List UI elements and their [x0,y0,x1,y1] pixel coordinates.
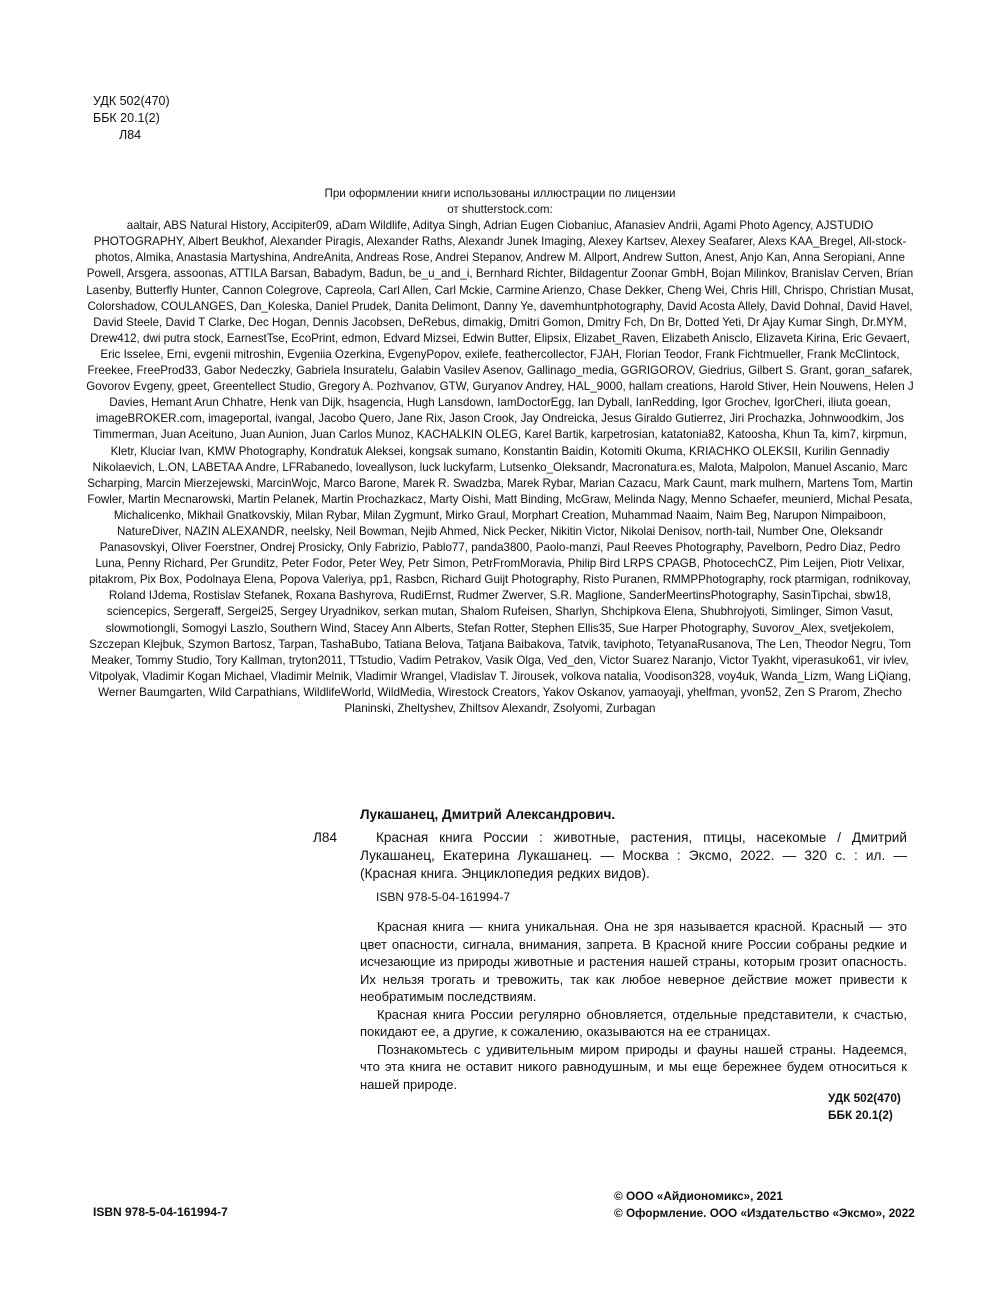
classification-codes-bottom [828,1090,901,1124]
bbk-code: ББК 20.1(2) [93,111,160,125]
entry-author-mark: Л84 [313,830,338,845]
abstract-paragraph: Красная книга — книга уникальная. Она не зря называется красной. Красный — это цвет опасности, сигнала, внимания, запрета. В Красной книге России собраны редкие и исчезающие из природы животные и растения нашей страны, которым грозит опасность. Их нельзя трогать и тревожить, так как любое неверное действие может привести к необратимым последствиям. [360,919,907,1004]
bbk-code-bottom: ББК 20.1(2) [828,1108,893,1122]
isbn-footer: ISBN 978-5-04-161994-7 [93,1205,228,1219]
credits-intro-line2: от shutterstock.com: [447,203,553,217]
bibliographic-entry [313,829,907,883]
entry-isbn: ISBN 978-5-04-161994-7 [376,890,511,904]
copyright-line-1: © ООО «Айдиономикс», 2021 [614,1189,783,1203]
udk-code-bottom: УДК 502(470) [828,1091,901,1105]
abstract [360,918,907,1093]
classification-codes-top [93,93,170,144]
copyright-line-2: © Оформление. ООО «Издательство «Эксмо», 2022 [614,1206,915,1220]
illustration-credits [86,186,914,717]
entry-text: Красная книга России : животные, растения, птицы, насекомые / Дмитрий Лукашанец, Екатерина Лукашанец. — Москва : Эксмо, 2022. — 320 с. : ил. — (Красная книга. Энциклопедия редких видов). [360,830,907,881]
credits-names: aaltair, ABS Natural History, Accipiter09, aDam Wildlife, Aditya Singh, Adrian Eugen Ciobaniuc, Afanasiev Andrii, Agami Photo Agency, AJSTUDIO PHOTOGRAPHY, Albert Beukhof, Alexander Piragis, Alexander Raths, Alexandr Junek Imaging, Alexey Kartsev, Alexey Seafarer, Alexs KAA_Bregel, All-stock-photos, Almika, Anastasia Martyshina, AndreAnita, Andreas Rose, Andrei Stepanov, Andrew M. Allport, Andrew Sutton, Anest, Anjo Kan, Anna Seropiani, Anne Powell, Arsgera, assoonas, ATTILA Barsan, Babadym, Badun, be_u_and_i, Bernhard Richter, Bildagentur Zoonar GmbH, Bojan Milinkov, Branislav Cerven, Brian Lasenby, Butterfly Hunter, Cannon Colegrove, Capreola, Carl Allen, Carl Mckie, Carmine Arienzo, Chase Dekker, Cheng Wei, Chris Hill, Chrispo, Christian Musat, Colorshadow, COULANGES, Dan_Koleska, Daniel Prudek, Danita Delimont, Danny Ye, davemhuntphotography, David Acosta Allely, David Dohnal, David Havel, David Steele, David T Clarke, Dec Hogan, Dennis Jacobsen, DeRebus, dimakig, Dmitri Gomon, Dmitry Fch, Dn Br, Dotted Yeti, Dr Ajay Kumar Singh, Dr.MYM, Drew412, dwi putra stock, EarnestTse, EcoPrint, edmon, Edvard Mizsei, Edwin Butter, Elipsix, Elizabet_Raven, Elizabeth Anisclo, Elizaveta Kirina, Eric Gevaert, Eric Isselee, Erni, evgenii mitroshin, Evgeniia Ozerkina, EvgenyPopov, exilefe, feathercollector, FJAH, Florian Teodor, Frank Fichtmueller, Frank McClintock, Freekee, FreeProd33, Gabor Nedeczky, Gabriela Insuratelu, Galabin Vasilev Asenov, Gallinago_media, GGRIGOROV, Giedrius, Gilbert S. Grant, goran_safarek, Govorov Evgeny, gpeet, Greentellect Studio, Gregory A. Pozhvanov, GTW, Guryanov Andrey, HAL_9000, hallam creations, Harold Stiver, Hein Nouwens, Helen J Davies, Hemant Arun Chhatre, Henk van Dijk, hsagencia, Hugh Lansdown, IamDoctorEgg, Ian Dyball, IanRedding, Igor Grochev, IgorCheri, iliuta goean, imageBROKER.com, imageportal, ivangal, Jacobo Quero, Jane Rix, Jason Crook, Jay Ondreicka, Jesus Giraldo Gutierrez, Jiri Prochazka, Johnwoodkim, Jos Timmerman, Juan Aceituno, Juan Aunion, Juan Carlos Munoz, KACHALKIN OLEG, Karel Bartik, karpetrosian, katatonia82, Katoosha, Khun Ta, kim7, kirpmun, Kletr, Kluciar Ivan, KMW Photography, Kondratuk Aleksei, kongsak sumano, Konstantin Baidin, Kotomiti Okuma, KRIACHKO OLEKSII, Kurilin Gennadiy Nikolaevich, L.ON, LABETAA Andre, LFRabanedo, loveallyson, luck luckyfarm, Lutsenko_Oleksandr, Macronatura.es, Malota, Malpolon, Manuel Ascanio, Marc Scharping, Marcin Mierzejewski, MarcinWojc, Marco Barone, Marek R. Swadzba, Marek Rybar, Marian Cazacu, Mark Caunt, mark mulhern, Martens Tom, Martin Fowler, Martin Mecnarowski, Martin Pelanek, Martin Prochazkacz, Marty Oishi, Matt Binding, McGraw, Melinda Nagy, Menno Schaefer, meunierd, Michal Pesata, Michalicenko, Mikhail Gnatkovskiy, Milan Rybar, Milan Zygmunt, Mirko Graul, Morphart Creation, Muhammad Naaim, Naim Beg, Narupon Nimpaiboon, NatureDiver, NAZIN ALEXANDR, neelsky, Neil Bowman, Nejib Ahmed, Nick Pecker, Nikitin Victor, Nikolai Denisov, north-tail, Number One, Oleksandr Panasovskyi, Oliver Foerstner, Ondrej Prosicky, Only Fabrizio, Pablo77, panda3800, Paolo-manzi, Paul Reeves Photography, Pavelborn, Pedro Diaz, Pedro Luna, Penny Richard, Per Grunditz, Peter Fodor, Peter Wey, Petr Simon, PetrFromMoravia, Philip Bird LRPS CPAGB, PhotocechCZ, Pim Leijen, Piotr Velixar, pitakrom, Pix Box, Podolnaya Elena, Popova Valeriya, pp1, Rasbcn, Richard Guijt Photography, Risto Puranen, RMMPPhotography, rock ptarmigan, rodnikovay, Roland IJdema, Rostislav Stefanek, Roxana Bashyrova, RudiErnst, Rudmer Zwerver, S.R. Maglione, SanderMeertinsPhotography, SasinTipchai, sbw18, sciencepics, Sergeraff, Sergei25, Sergey Uryadnikov, serkan mutan, Shalom Rufeisen, Sharlyn, Shchipkova Elena, Shubhrojyoti, Simlinger, Simon Vasut, slowmotiongli, Somogyi Laszlo, Southern Wind, Stacey Ann Alberts, Stefan Rotter, Stephen Ellis35, Sue Harper Photography, Suvorov_Alex, svetjekolem, Szczepan Klejbuk, Szymon Bartosz, Tarpan, TashaBubo, Tatiana Belova, Tatjana Baibakova, Tatvik, taviphoto, TetyanaRusanova, The Len, Theodor Negru, Tom Meaker, Tommy Studio, Tory Kallman, tryton2011, TTstudio, Vadim Petrakov, Vasik Olga, Ved_den, Victor Suarez Naranjo, Victor Tyakht, viperasuko61, vir ivlev, Vitpolyak, Vladimir Kogan Michael, Vladimir Melnik, Vladimir Wrangel, Vladislav T. Jirousek, volkova natalia, Voodison328, voy4uk, Wanda_Lizm, Wang LiQiang, Werner Baumgarten, Wild Carpathians, WildlifeWorld, WildMedia, Wirestock Creators, Yakov Oskanov, yamaoyaji, yhelfman, yvon52, Zen S Prarom, Zhecho Planinski, Zheltyshev, Zhiltsov Alexandr, Zsolyomi, Zurbagan [86,219,914,715]
bibliographic-record [313,806,907,1093]
author-heading: Лукашанец, Дмитрий Александрович. [360,807,616,822]
abstract-paragraph: Познакомьтесь с удивительным миром природы и фауны нашей страны. Надеемся, что эта книга не оставит никого равнодушным, и мы еще бережнее будем относиться к нашей природе. [360,1041,907,1092]
abstract-paragraph: Красная книга России регулярно обновляется, отдельные представители, к счастью, покидают ее, а другие, к сожалению, оказываются на ее страницах. [360,1006,907,1039]
author-mark: Л84 [119,128,142,142]
copyright-notice [614,1188,915,1222]
udk-code: УДК 502(470) [93,94,170,108]
credits-intro-line1: При оформлении книги использованы иллюстрации по лицензии [324,187,676,200]
